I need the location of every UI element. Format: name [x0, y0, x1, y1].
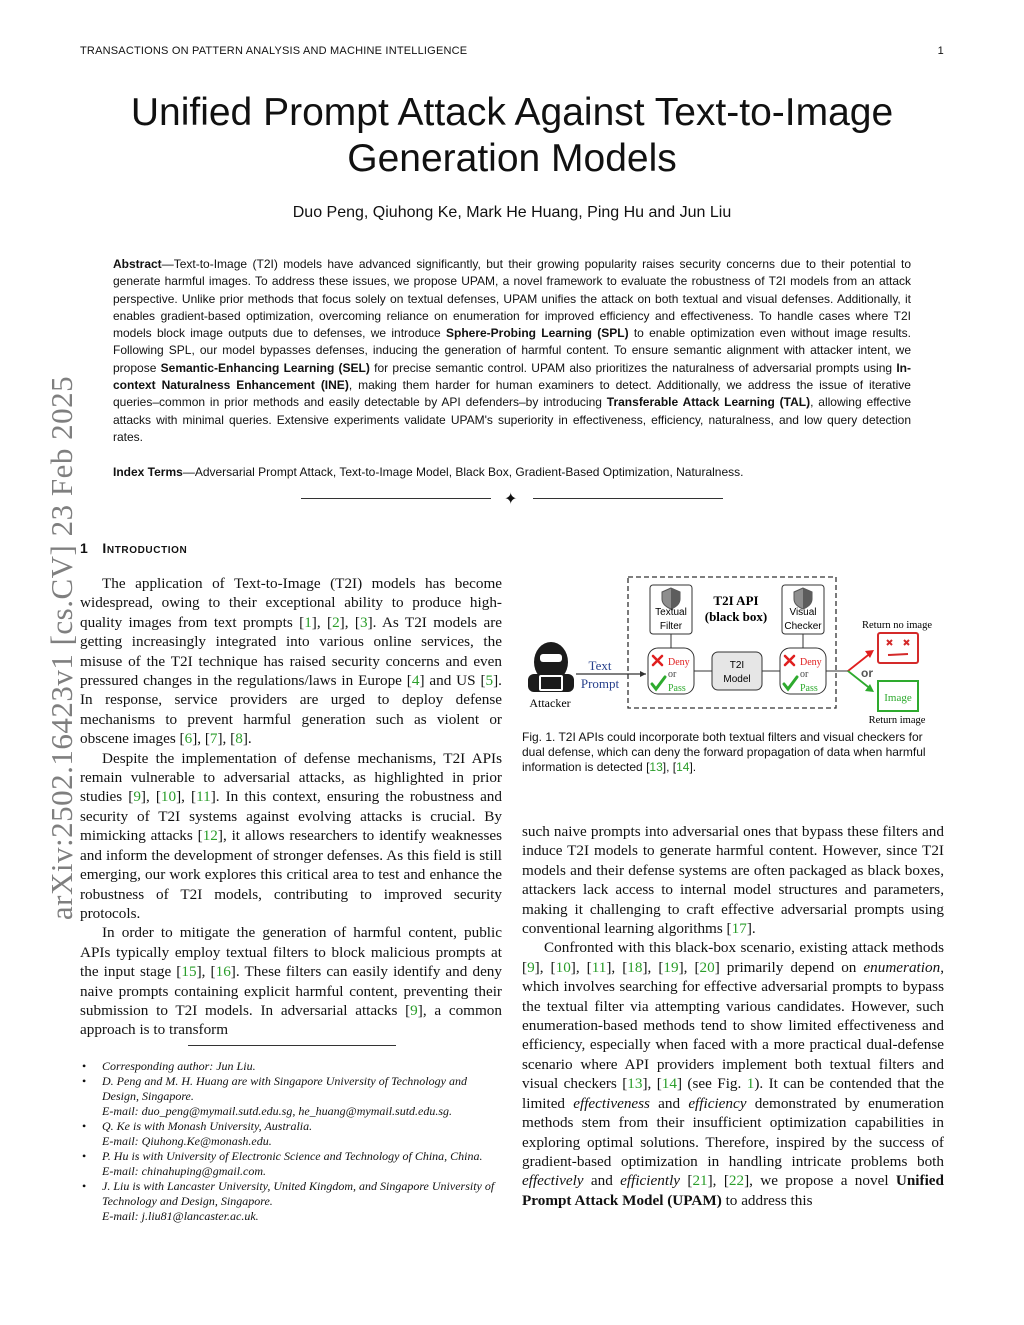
citation-link[interactable]: 21	[692, 1172, 708, 1190]
left-column	[80, 574, 502, 1040]
paragraph: In order to mitigate the generation of harmful content, public APIs typically employ textual filters to block malicious prompts at the input stage [15], [16]. These filters can easily identify and deny naive prompts containing explicit harmful content, preventing their submission to T2I models. In adversarial attacks [9], a common approach is to transform	[80, 924, 502, 1039]
citation-link[interactable]: 18	[627, 958, 643, 976]
index-terms-text: —Adversarial Prompt Attack, Text-to-Image Model, Black Box, Gradient-Based Optimization, Naturalness.	[182, 465, 744, 479]
citation-link[interactable]: 13	[627, 1075, 643, 1093]
section-divider	[301, 489, 723, 508]
figure-caption: Fig. 1. T2I APIs could incorporate both textual filters and visual checkers for dual defense, which can deny the forward propagation of data when harmful information is detected [13], [14].	[522, 730, 926, 774]
citation-link[interactable]: 22	[728, 1172, 745, 1190]
emphasis: efficiently	[620, 1172, 681, 1190]
return-no-image-label: Return no image	[862, 620, 932, 631]
citation-link[interactable]: 15	[181, 963, 197, 981]
abstract-bold: Semantic-Enhancing Learning (SEL)	[160, 360, 370, 375]
abstract-text: , making them harder for human examiners to detect. Additionally, we address the issue of iterative queries–common in prior methods and easily detectable by API defenders–by introducing	[113, 378, 911, 410]
citation-link[interactable]: 9	[133, 788, 141, 806]
svg-text:Pass: Pass	[800, 683, 818, 694]
section-number: 1	[80, 540, 89, 556]
error-image-icon	[878, 633, 918, 663]
visual-label: Visual	[789, 607, 817, 618]
abstract	[113, 256, 911, 446]
emphasis: enumeration	[863, 958, 941, 976]
citation-link[interactable]: 3	[359, 613, 368, 631]
section-heading	[80, 540, 187, 556]
page-number: 1	[937, 45, 944, 57]
citation-link[interactable]: 17	[731, 920, 747, 938]
t2i-model-box	[712, 652, 762, 690]
citation-link[interactable]: 20	[699, 958, 715, 976]
attacker-label: Attacker	[529, 696, 571, 710]
index-terms-label: Index Terms	[113, 465, 183, 479]
paragraph: such naive prompts into adversarial ones that bypass these filters and induce T2I models to generate harmful content. However, since T2I models and their defense systems are often packaged as black boxes, attackers lack access to internal model structures and parameters, making it challenging to craft effective adversarial prompts using conventional learning algorithms [17].	[522, 823, 944, 938]
citation-link[interactable]: 10	[555, 958, 571, 976]
title-line-2: Generation Models	[347, 137, 677, 180]
title-line-1: Unified Prompt Attack Against Text-to-Image	[130, 91, 894, 134]
citation-link[interactable]: 11	[196, 788, 211, 806]
checker-label: Checker	[784, 621, 822, 632]
api-title-1: T2I API	[713, 593, 759, 608]
abstract-bold: Sphere-Probing Learning (SPL)	[446, 326, 629, 341]
index-terms	[113, 465, 911, 479]
abstract-label: Abstract	[113, 257, 162, 271]
abstract-text: —Text-to-Image (T2I) models have advanced significantly, but their growing popularity raises security concerns due to their potential to generate harmful images. To address these issues, we propose UPAM, a novel framework to evaluate the robustness of T2I models from an attack perspective. Unlike prior methods that focus solely on textual defenses, UPAM unifies the attack on both textual and visual defenses. Additionally, it enables gradient-based optimization, overcoming reliance on enumeration for improved efficiency and effectiveness. To handle cases where T2I models block image outputs due to defenses, we introduce	[113, 257, 911, 341]
abstract-bold: In-context Naturalness Enhancement (INE)	[113, 360, 911, 393]
citation-link[interactable]: 12	[202, 827, 218, 845]
footnote: • D. Peng and M. H. Huang are with Singapore University of Technology and Design, Singapore. E-mail: duo_peng@mymail.sutd.edu.sg, he_huang@mymail.sutd.edu.sg.	[80, 1074, 502, 1119]
emphasis: effectiveness	[573, 1094, 650, 1112]
citation-link[interactable]: 9	[410, 1001, 418, 1019]
abstract-bold: Transferable Attack Learning (TAL)	[606, 395, 811, 410]
output-or: or	[861, 666, 873, 680]
emphasis: effectively	[522, 1172, 584, 1190]
citation-link[interactable]: 11	[591, 958, 607, 976]
citation-link[interactable]: 19	[663, 958, 679, 976]
api-title-2: (black box)	[704, 609, 768, 624]
citation-link[interactable]: 4	[411, 672, 420, 690]
emphasis: efficiency	[688, 1094, 747, 1112]
citation-link[interactable]: 5	[485, 672, 494, 690]
filter-label: Filter	[659, 621, 683, 632]
svg-text:T2I: T2I	[729, 660, 745, 671]
attacker-icon	[528, 642, 574, 692]
section-title: Introduction	[102, 540, 188, 556]
return-image-label: Return image	[868, 715, 926, 726]
textual-filter-shield-icon	[650, 585, 692, 634]
svg-text:Model: Model	[723, 674, 751, 685]
abstract-text: for precise semantic control. UPAM also prioritizes the naturalness of adversarial prompts using	[369, 360, 897, 375]
footnote-rule	[188, 1045, 396, 1046]
figure-link[interactable]: 1	[746, 1075, 755, 1093]
running-header	[80, 45, 944, 57]
text-label: Text	[588, 658, 612, 673]
paragraph: The application of Text-to-Image (T2I) models has become widespread, owing to their exceptional ability to produce high-quality images from text prompts [1], [2], [3]. As T2I models are getting increasingly integrated into various online services, the misuse of the T2I technique has raised security concerns and even pressured changes in the regulations/laws in Europe [4] and US [5]. In response, service providers are urged to deploy defense mechanisms to prevent harmful generation such as violent or obscene images [6], [7], [8].	[80, 575, 502, 748]
arxiv-stamp: arXiv:2502.16423v1 [cs.CV] 23 Feb 2025	[44, 375, 79, 921]
bold-term: Unified Prompt Attack Model (UPAM)	[522, 1172, 944, 1209]
visual-checker-shield-icon	[782, 585, 824, 634]
citation-link[interactable]: 7	[209, 730, 218, 748]
citation-link[interactable]: 2	[332, 613, 340, 631]
abstract-text: to enable optimization even without image results. Following SPL, our model bypasses defenses, inducing the generation of harmful content. To ensure semantic alignment with attacker intent, we propose	[113, 326, 911, 375]
footnote: • Q. Ke is with Monash University, Australia. E-mail: Qiuhong.Ke@monash.edu.	[80, 1119, 502, 1149]
footnote: • J. Liu is with Lancaster University, United Kingdom, and Singapore University of Technology and Design, Singapore. E-mail: j.liu81@lancaster.ac.uk.	[80, 1179, 502, 1224]
filter-decision-box	[648, 648, 694, 694]
footnote: • P. Hu is with University of Electronic Science and Technology of China, China. E-mail: chinahuping@gmail.com.	[80, 1149, 502, 1179]
citation-link[interactable]: 1	[304, 613, 312, 631]
footnote: • Corresponding author: Jun Liu.	[80, 1059, 502, 1074]
citation-link[interactable]: 10	[160, 788, 177, 806]
svg-text:or: or	[668, 669, 677, 680]
citation-link[interactable]: 8	[235, 730, 243, 748]
svg-text:Deny: Deny	[800, 657, 822, 668]
textual-label: Textual	[655, 607, 687, 618]
journal-name: TRANSACTIONS ON PATTERN ANALYSIS AND MACHINE INTELLIGENCE	[80, 45, 468, 57]
paragraph: Confronted with this black-box scenario, existing attack methods [9], [10], [11], [18], [19], [20] primarily depend on enumeration, which involves searching for effective adversarial prompts to bypass the textual filter via attempting various candidates. However, such enumeration-based methods tend to show limited effectiveness and efficiency, especially when faced with a more practical dual-defense scenario where API providers implement both textual filters and visual checkers [13], [14] (see Fig. 1). It can be contended that the limited effectiveness and efficiency demonstrated by enumeration methods stem from their insufficient optimization capabilities in exploring optimal solutions. Therefore, inspired by the success of gradient-based optimization in handling intricate problems both effectively and efficiently [21], [22], we propose a novel Unified Prompt Attack Model (UPAM) to address this	[522, 939, 944, 1209]
authors: Duo Peng, Qiuhong Ke, Mark He Huang, Ping Hu and Jun Liu	[292, 204, 732, 221]
paragraph: Despite the implementation of defense mechanisms, T2I APIs remain vulnerable to adversarial attacks, as highlighted in prior studies [9], [10], [11]. In this context, ensuring the robustness and security of T2I systems against evolving attacks is crucial. By mimicking attacks [12], it allows researchers to identify weaknesses and inform the development of stronger defenses. As this field is still emerging, our work explores this critical area to test and enhance the robustness of T2I models, contributing to improved security protocols.	[80, 749, 503, 922]
citation-link[interactable]: 14	[676, 760, 690, 774]
svg-text:or: or	[800, 669, 809, 680]
footnotes	[80, 1059, 502, 1224]
citation-link[interactable]: 14	[661, 1075, 677, 1093]
checker-decision-box	[780, 648, 826, 694]
citation-link[interactable]: 9	[527, 958, 535, 976]
abstract-text: , allowing effective attacks with minimal queries. Extensive experiments validate UPAM's superiority in effectiveness, efficiency, naturalness, and low query detection rates.	[113, 395, 911, 444]
citation-link[interactable]: 16	[215, 963, 231, 981]
citation-link[interactable]: 13	[649, 760, 663, 774]
svg-text:Deny: Deny	[668, 657, 690, 668]
svg-text:Pass: Pass	[668, 683, 686, 694]
citation-link[interactable]: 6	[184, 730, 193, 748]
figure-1	[522, 574, 944, 730]
right-column	[522, 822, 944, 1210]
diamond-icon: ✦	[504, 489, 518, 508]
image-label: Image	[884, 692, 912, 704]
paper-title	[80, 90, 944, 182]
prompt-label: Prompt	[580, 676, 620, 691]
